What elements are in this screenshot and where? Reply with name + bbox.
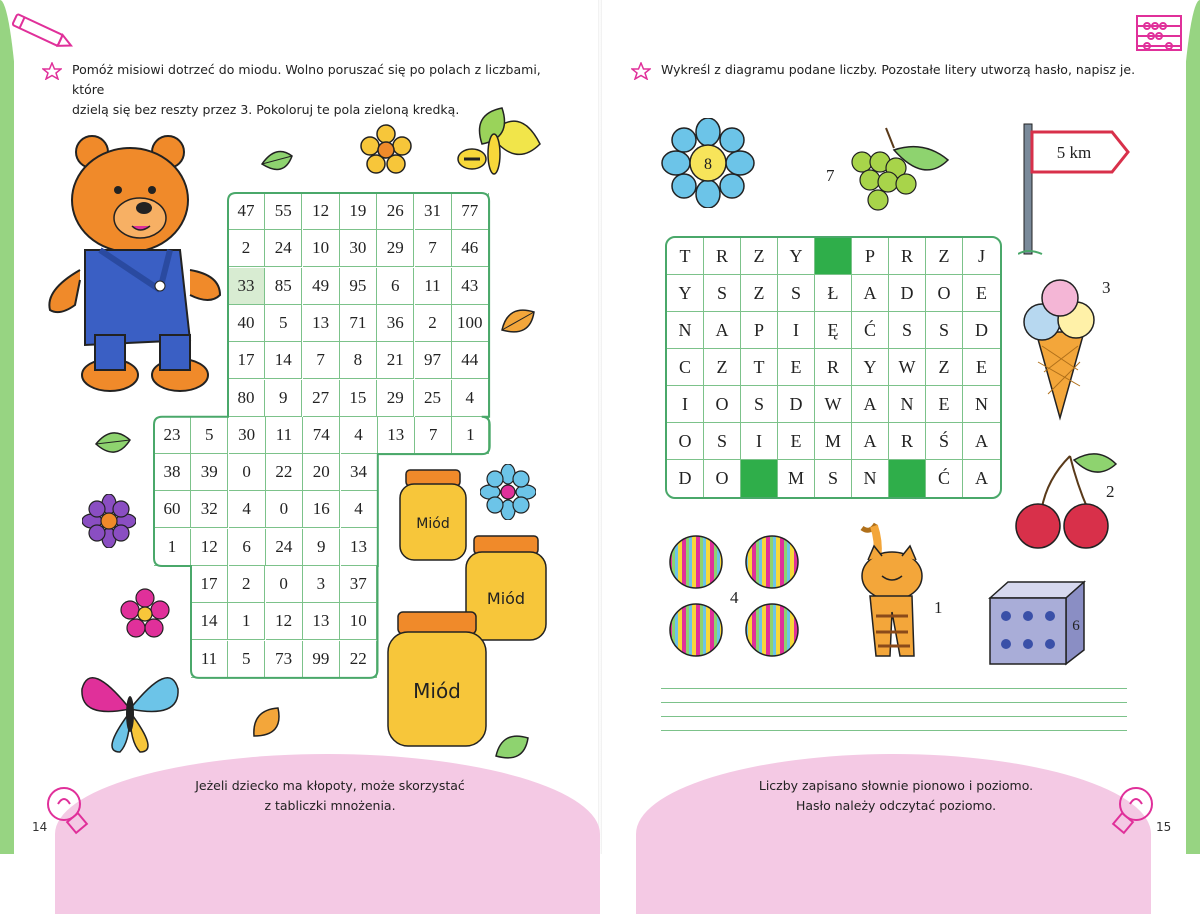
maze-cell[interactable]: 73: [266, 641, 303, 678]
star-icon: [42, 62, 62, 80]
word-grid-cell[interactable]: S: [926, 312, 963, 349]
maze-cell[interactable]: 21: [377, 342, 414, 379]
maze-cell[interactable]: 77: [452, 193, 489, 230]
honey-label: Miód: [486, 589, 526, 608]
word-grid-cell[interactable]: Y: [852, 349, 889, 386]
maze-cell[interactable]: 97: [415, 342, 452, 379]
leaf-icon: [248, 702, 288, 742]
word-grid-cell[interactable]: A: [975, 468, 988, 488]
left-page-number: 14: [32, 820, 48, 834]
maze-cell[interactable]: 24: [266, 529, 303, 566]
word-grid-cell[interactable]: A: [852, 386, 889, 423]
word-grid-cell[interactable]: Z: [741, 238, 778, 275]
ice-cream-icon: [1018, 274, 1102, 422]
word-grid-cell[interactable]: P: [852, 238, 889, 275]
word-grid-cell[interactable]: O: [667, 423, 704, 460]
maze-cell[interactable]: 29: [377, 380, 414, 417]
cat-number: 1: [934, 598, 943, 617]
maze-cell[interactable]: 2: [415, 305, 452, 342]
maze-cell[interactable]: 47: [228, 193, 265, 230]
flower-number: 8: [704, 156, 712, 173]
maze-cell[interactable]: 22: [340, 641, 377, 678]
left-tip-line2: z tabliczki mnożenia.: [264, 798, 396, 813]
maze-cell[interactable]: 71: [340, 305, 377, 342]
maze-cell[interactable]: 13: [341, 529, 378, 566]
word-grid-cell[interactable]: I: [741, 423, 778, 460]
maze-cell[interactable]: 11: [191, 641, 228, 678]
maze-cell[interactable]: 44: [452, 342, 489, 379]
cherries-number: 2: [1106, 482, 1115, 501]
maze-cell[interactable]: 34: [341, 454, 378, 491]
word-grid-cell[interactable]: Y: [778, 238, 815, 275]
signpost: [1018, 118, 1134, 260]
dice-number: 6: [1072, 618, 1080, 634]
word-grid-cell[interactable]: I: [667, 386, 704, 423]
right-tip-line2: Hasło należy odczytać poziomo.: [795, 798, 997, 813]
right-instruction: [661, 60, 1141, 80]
maze-cell[interactable]: 9: [265, 380, 302, 417]
flower-icon: [82, 494, 136, 548]
maze-cell[interactable]: 40: [228, 305, 265, 342]
word-grid-cell[interactable]: S: [778, 275, 815, 312]
maze-cell[interactable]: 6: [229, 529, 266, 566]
maze-cell[interactable]: 9: [303, 529, 340, 566]
maze-cell[interactable]: 19: [340, 193, 377, 230]
word-search-grid: [665, 236, 1002, 499]
maze-cell[interactable]: 30: [229, 417, 266, 454]
flower-icon: [120, 588, 170, 638]
word-grid-cell[interactable]: Z: [926, 238, 963, 275]
dice-icon: [986, 578, 1088, 666]
maze-cell[interactable]: 15: [340, 380, 377, 417]
word-grid-cell[interactable]: S: [741, 386, 778, 423]
balls-number: 4: [730, 588, 739, 607]
maze-cell[interactable]: 7: [415, 230, 452, 267]
right-tip: [706, 776, 1086, 816]
honey-label: Miód: [413, 679, 461, 703]
maze-cell[interactable]: 4: [452, 380, 489, 417]
honey-jar: [396, 466, 470, 564]
maze-cell[interactable]: 49: [303, 268, 340, 305]
sign-text: 5 km: [1056, 143, 1092, 162]
word-grid-cell[interactable]: E: [926, 386, 963, 423]
word-grid-row: [667, 460, 1000, 497]
maze-cell[interactable]: 2: [228, 230, 265, 267]
word-grid-cell[interactable]: O: [926, 275, 963, 312]
word-grid-cell[interactable]: S: [889, 312, 926, 349]
word-grid-row: [667, 423, 1000, 460]
cat-icon: [846, 516, 938, 668]
word-grid-cell[interactable]: Y: [667, 275, 704, 312]
word-grid-cell[interactable]: T: [667, 238, 704, 275]
maze-cell[interactable]: 38: [154, 454, 191, 491]
word-grid-cell[interactable]: Ł: [815, 275, 852, 312]
word-grid-cell[interactable]: R: [889, 423, 926, 460]
maze-cell[interactable]: 0: [229, 454, 266, 491]
word-grid-cell[interactable]: Z: [926, 349, 963, 386]
maze-cell[interactable]: 12: [191, 529, 228, 566]
word-grid-cell[interactable]: A: [704, 312, 741, 349]
maze-cell[interactable]: 10: [340, 603, 377, 640]
maze-cell[interactable]: 55: [265, 193, 302, 230]
word-grid-row: [667, 312, 1000, 349]
flower-icon: [480, 464, 536, 520]
bear: [40, 130, 230, 400]
maze-cell[interactable]: 29: [377, 230, 414, 267]
maze-cell[interactable]: 10: [303, 230, 340, 267]
word-grid-cell[interactable]: N: [963, 386, 1000, 423]
maze-cell[interactable]: 23: [154, 417, 191, 454]
left-instruction-line1: Pomóż misiowi dotrzeć do miodu. Wolno poruszać się po polach z liczbami, które: [72, 62, 541, 97]
maze-cell[interactable]: 0: [266, 566, 303, 603]
maze-cell[interactable]: 4: [229, 491, 266, 528]
honey-jar: [384, 608, 490, 750]
cherries-icon: [1010, 448, 1122, 552]
maze-cell[interactable]: 13: [378, 417, 415, 454]
maze-cell[interactable]: 17: [191, 566, 228, 603]
right-instruction-text: Wykreśl z diagramu podane liczby. Pozostałe litery utworzą hasło, napisz je.: [661, 62, 1136, 77]
flower-icon: [360, 124, 412, 176]
maze-cell[interactable]: 7: [303, 342, 340, 379]
maze-cell[interactable]: 80: [228, 380, 265, 417]
maze-cell[interactable]: 3: [303, 566, 340, 603]
writing-line: [661, 702, 1127, 703]
word-grid-cell[interactable]: M: [815, 423, 852, 460]
word-grid-cell[interactable]: R: [815, 349, 852, 386]
maze-cell[interactable]: 20: [303, 454, 340, 491]
maze-cell[interactable]: 25: [415, 380, 452, 417]
word-grid-cell[interactable]: Ć: [852, 312, 889, 349]
maze-cell[interactable]: 39: [191, 454, 228, 491]
left-instruction-line2: dzielą się bez reszty przez 3. Pokoloruj te pola zieloną kredką.: [72, 102, 460, 117]
word-grid-cell[interactable]: R: [889, 238, 926, 275]
word-grid-cell[interactable]: Ę: [815, 312, 852, 349]
right-tip-line1: Liczby zapisano słownie pionowo i poziomo.: [758, 778, 1034, 793]
word-grid-cell[interactable]: E: [778, 349, 815, 386]
left-tip-line1: Jeżeli dziecko ma kłopoty, może skorzystać: [195, 778, 465, 793]
word-grid-cell[interactable]: C: [667, 349, 704, 386]
maze-cell[interactable]: 4: [341, 491, 378, 528]
maze-cell[interactable]: 14: [191, 603, 228, 640]
flower-icon: [660, 118, 756, 208]
maze-cell[interactable]: 74: [303, 417, 340, 454]
leaf-icon: [498, 300, 542, 340]
writing-line: [661, 716, 1127, 717]
word-grid-cell[interactable]: Z: [704, 349, 741, 386]
pencil-icon: [6, 12, 78, 52]
writing-line: [661, 730, 1127, 731]
word-grid-cell[interactable]: W: [815, 386, 852, 423]
word-grid-filled-cell[interactable]: [741, 460, 778, 497]
right-page-number: 15: [1156, 820, 1172, 834]
maze-cell[interactable]: 13: [303, 305, 340, 342]
word-grid-cell[interactable]: Z: [741, 275, 778, 312]
grapes-number: 7: [826, 166, 835, 185]
star-icon: [631, 62, 651, 80]
word-grid-cell[interactable]: I: [778, 312, 815, 349]
word-grid-row: [667, 238, 1000, 275]
maze-cell[interactable]: 26: [377, 193, 414, 230]
word-grid-row: [667, 349, 1000, 386]
maze-cell[interactable]: 12: [266, 603, 303, 640]
maze-cell[interactable]: 99: [303, 641, 340, 678]
maze-cell[interactable]: 14: [265, 342, 302, 379]
word-grid-cell[interactable]: N: [889, 386, 926, 423]
word-grid-cell[interactable]: E: [778, 423, 815, 460]
word-grid-cell[interactable]: Ć: [926, 460, 963, 497]
maze-cell[interactable]: 27: [303, 380, 340, 417]
maze-cell[interactable]: 33: [228, 268, 265, 305]
word-grid-cell[interactable]: E: [963, 349, 1000, 386]
maze-cell[interactable]: 22: [266, 454, 303, 491]
word-grid-row: [667, 275, 1000, 312]
maze-cell[interactable]: 32: [191, 491, 228, 528]
maze-cell[interactable]: 7: [415, 417, 452, 454]
word-grid-cell[interactable]: A: [852, 275, 889, 312]
word-grid-cell[interactable]: T: [741, 349, 778, 386]
maze-cell[interactable]: 4: [341, 417, 378, 454]
icecream-number: 3: [1102, 278, 1111, 297]
word-grid-cell[interactable]: S: [704, 423, 741, 460]
bee-butterfly: [442, 104, 546, 188]
leaf-icon: [258, 146, 298, 182]
honey-label: Miód: [416, 516, 450, 532]
maze-cell[interactable]: 5: [191, 417, 228, 454]
lightbulb-icon: [1104, 780, 1160, 842]
word-grid-cell[interactable]: D: [778, 386, 815, 423]
word-grid-cell[interactable]: O: [704, 460, 741, 497]
maze-cell[interactable]: 95: [340, 268, 377, 305]
left-tip: [140, 776, 520, 816]
word-grid-cell[interactable]: N: [667, 312, 704, 349]
abacus-icon: [1133, 12, 1185, 54]
word-grid-cell[interactable]: D: [889, 275, 926, 312]
leaf-icon: [490, 726, 534, 768]
maze-cell[interactable]: 13: [303, 603, 340, 640]
maze-cell[interactable]: 6: [377, 268, 414, 305]
lightbulb-icon: [40, 780, 96, 842]
word-grid-cell[interactable]: E: [963, 275, 1000, 312]
maze-cell[interactable]: 24: [265, 230, 302, 267]
word-grid-cell[interactable]: D: [963, 312, 1000, 349]
maze-cell[interactable]: 85: [265, 268, 302, 305]
maze-cell[interactable]: 46: [452, 230, 489, 267]
word-grid-filled-cell[interactable]: [815, 238, 852, 275]
word-grid-cell[interactable]: D: [667, 460, 704, 497]
maze-cell[interactable]: 5: [265, 305, 302, 342]
word-grid-filled-cell[interactable]: [889, 460, 926, 497]
word-grid-cell[interactable]: N: [852, 460, 889, 497]
maze-cell[interactable]: 12: [303, 193, 340, 230]
maze-cell[interactable]: 5: [228, 641, 265, 678]
maze-cell[interactable]: 31: [415, 193, 452, 230]
maze-cell[interactable]: 60: [154, 491, 191, 528]
grapes-icon: [846, 122, 956, 216]
maze-cell[interactable]: 17: [228, 342, 265, 379]
word-grid-cell[interactable]: O: [704, 386, 741, 423]
word-grid-cell[interactable]: A: [963, 423, 1000, 460]
word-grid-cell[interactable]: P: [741, 312, 778, 349]
word-grid-cell[interactable]: S: [815, 460, 852, 497]
maze-cell[interactable]: 1: [228, 603, 265, 640]
maze-cell[interactable]: 43: [452, 268, 489, 305]
word-grid-cell[interactable]: J: [963, 238, 1000, 275]
book-spine: [598, 0, 602, 854]
maze-cell[interactable]: 8: [340, 342, 377, 379]
maze-cell[interactable]: 36: [377, 305, 414, 342]
word-grid-cell[interactable]: Ś: [926, 423, 963, 460]
maze-cell[interactable]: 37: [340, 566, 377, 603]
word-grid-cell[interactable]: W: [889, 349, 926, 386]
maze-cell[interactable]: 1: [452, 417, 489, 454]
word-grid-cell[interactable]: A: [852, 423, 889, 460]
maze-cell[interactable]: 1: [154, 529, 191, 566]
word-grid-cell[interactable]: S: [704, 275, 741, 312]
leaf-icon: [92, 424, 136, 464]
word-grid-row: [667, 386, 1000, 423]
word-grid-cell[interactable]: M: [778, 460, 815, 497]
maze-cell[interactable]: 30: [340, 230, 377, 267]
maze-cell[interactable]: 16: [303, 491, 340, 528]
writing-line: [661, 688, 1127, 689]
maze-cell[interactable]: 2: [228, 566, 265, 603]
maze-cell[interactable]: 100: [452, 305, 489, 342]
maze-cell[interactable]: 11: [266, 417, 303, 454]
word-grid-cell[interactable]: R: [704, 238, 741, 275]
maze-cell[interactable]: 0: [266, 491, 303, 528]
maze-cell[interactable]: 11: [415, 268, 452, 305]
butterfly-icon: [78, 664, 184, 754]
